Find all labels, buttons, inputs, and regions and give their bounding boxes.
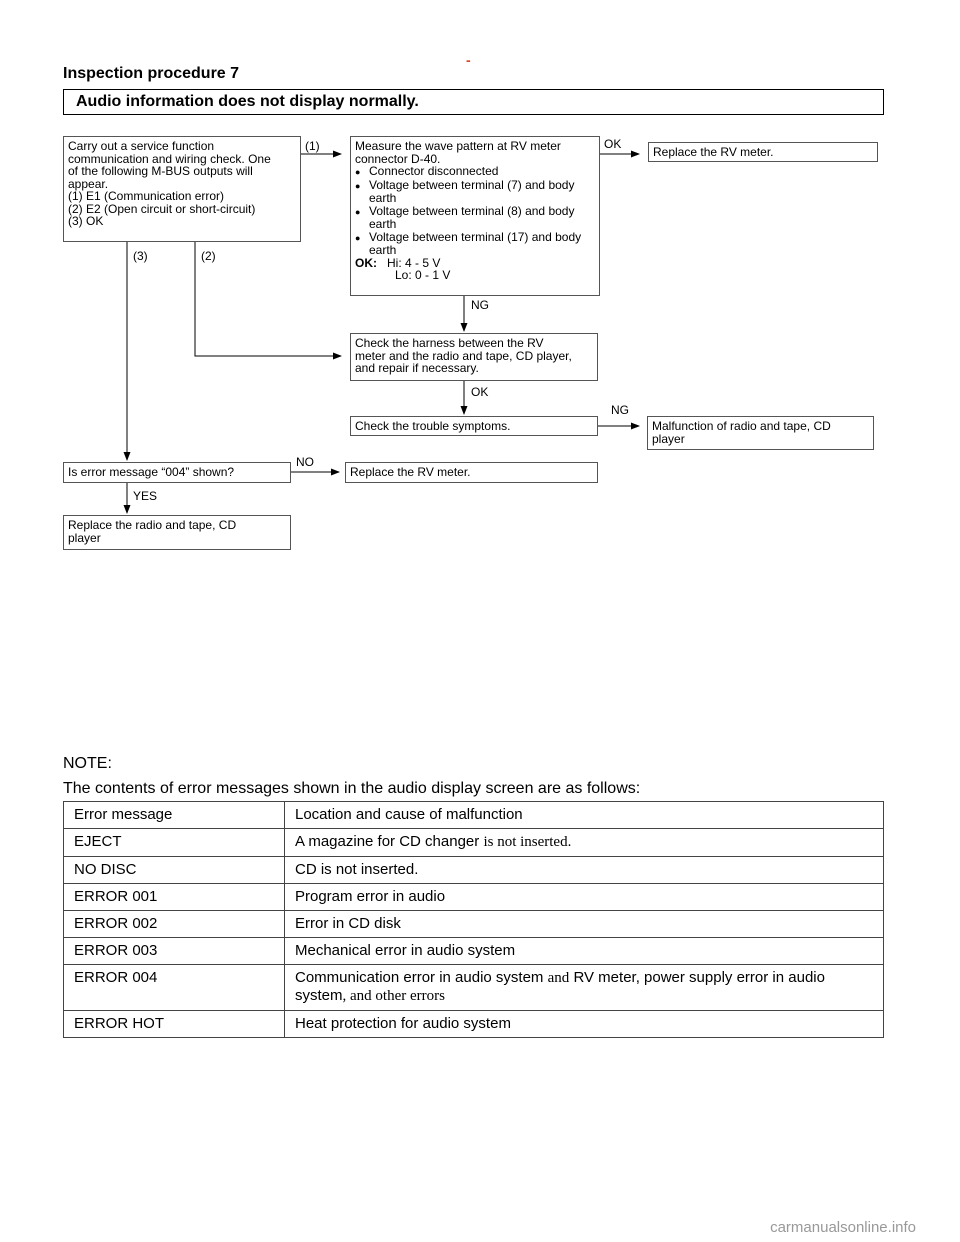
error-messages-table: [63, 801, 884, 1038]
no-label: NO: [296, 455, 314, 469]
measure-bullet: ● Voltage between terminal (7) and body earth: [355, 179, 595, 205]
error-cause-cell: Heat protection for audio system: [285, 1011, 884, 1038]
measure-bullet: ● Voltage between terminal (8) and body earth: [355, 205, 595, 231]
note-heading: NOTE:: [63, 755, 112, 772]
error-cause-cell: Error in CD disk: [285, 911, 884, 938]
table-header-cell: Location and cause of malfunction: [285, 802, 884, 829]
error-code-cell: ERROR 003: [64, 938, 285, 965]
header-dash: -: [466, 52, 471, 68]
error-code-cell: ERROR HOT: [64, 1011, 285, 1038]
error-cause-cell: CD is not inserted.: [285, 857, 884, 884]
measure-bullet: ● Voltage between terminal (17) and body earth: [355, 231, 595, 257]
start-line: (1) E1 (Communication error): [68, 189, 225, 203]
harness-line: and repair if necessary.: [355, 361, 479, 375]
start-line: (2) E2 (Open circuit or short-circuit): [68, 201, 256, 216]
measure-line: connector D-40.: [355, 151, 441, 166]
replace-radio-line: Replace the radio and tape, CD: [68, 518, 237, 532]
table-row: [64, 884, 884, 911]
branch-1-label: (1): [305, 139, 320, 153]
ng-label: NG: [611, 403, 629, 417]
measure-wave-box: [350, 136, 600, 296]
harness-line: Check the harness between the RV: [355, 336, 544, 350]
table-header-cell: Error message: [64, 802, 285, 829]
start-check-box: [63, 136, 301, 242]
branch-3-label: (3): [133, 249, 148, 263]
page-title: Inspection procedure 7: [63, 65, 240, 82]
cause-text: Communication error in audio system: [295, 969, 548, 986]
ok-label: OK: [471, 385, 489, 399]
table-row: [64, 911, 884, 938]
error-cause-cell: Mechanical error in audio system: [285, 938, 884, 965]
harness-line: meter and the radio and tape, CD player,: [355, 348, 572, 363]
check-harness-box: [350, 333, 598, 381]
note-intro: The contents of error messages shown in the audio display screen are as follows:: [63, 780, 641, 797]
ok-label: OK: [604, 137, 622, 151]
cause-text: is not inserted.: [483, 834, 572, 850]
cause-text: system: [295, 987, 343, 1004]
trouble-text: Check the trouble symptoms.: [355, 419, 511, 433]
start-line: of the following M-BUS outputs will: [68, 164, 253, 178]
malfunction-line: Malfunction of radio and tape, CD: [652, 419, 831, 433]
replace-radio-box: [63, 515, 291, 550]
error-code-cell: NO DISC: [64, 857, 285, 884]
replace-radio-line: player: [68, 530, 101, 545]
check-trouble-box: [350, 416, 598, 436]
error-code-cell: ERROR 004: [64, 965, 285, 1011]
watermark: carmanualsonline.info: [770, 1219, 916, 1236]
error-cause-cell: [285, 965, 884, 1011]
table-row: [64, 965, 884, 1011]
start-line: (3) OK: [68, 214, 104, 228]
replace-rv-text: Replace the RV meter.: [653, 145, 774, 159]
yes-label: YES: [133, 489, 158, 503]
start-line: Carry out a service function: [68, 139, 215, 153]
error-004-question-box: [63, 462, 291, 483]
ok-lo-value: Lo: 0 - 1 V: [395, 268, 451, 282]
error-code-cell: ERROR 002: [64, 911, 285, 938]
replace-rv-meter-box: [648, 142, 878, 162]
ng-label: NG: [471, 298, 489, 312]
malfunction-radio-box: [647, 416, 874, 450]
table-row: [64, 857, 884, 884]
measure-bullet: ● Connector disconnected: [355, 165, 595, 179]
cause-text: RV meter, power supply error in audio: [569, 969, 825, 986]
table-row: [64, 829, 884, 857]
error-code-cell: EJECT: [64, 829, 285, 857]
replace-rv-meter-box-2: [345, 462, 598, 483]
cause-text: and: [547, 970, 570, 986]
measure-line: Measure the wave pattern at RV meter: [355, 139, 561, 153]
cause-text: , and other errors: [342, 988, 445, 1004]
table-row: [64, 1011, 884, 1038]
table-header-row: [64, 802, 884, 829]
start-line: communication and wiring check. One: [68, 151, 271, 166]
procedure-subtitle: Audio information does not display normally.: [63, 89, 884, 115]
arrow-branch2-harness: [195, 242, 341, 356]
question-text: Is error message “004” shown?: [68, 465, 235, 479]
table-row: [64, 938, 884, 965]
error-code-cell: ERROR 001: [64, 884, 285, 911]
error-cause-cell: [285, 829, 884, 857]
cause-text: A magazine for CD changer: [295, 833, 484, 850]
malfunction-line: player: [652, 431, 685, 446]
replace-rv-text: Replace the RV meter.: [350, 465, 471, 479]
branch-2-label: (2): [201, 249, 216, 263]
ok-criteria-label: OK:: [355, 255, 377, 270]
error-cause-cell: Program error in audio: [285, 884, 884, 911]
start-line: appear.: [68, 176, 109, 191]
ok-hi-value: Hi: 4 - 5 V: [387, 255, 441, 270]
